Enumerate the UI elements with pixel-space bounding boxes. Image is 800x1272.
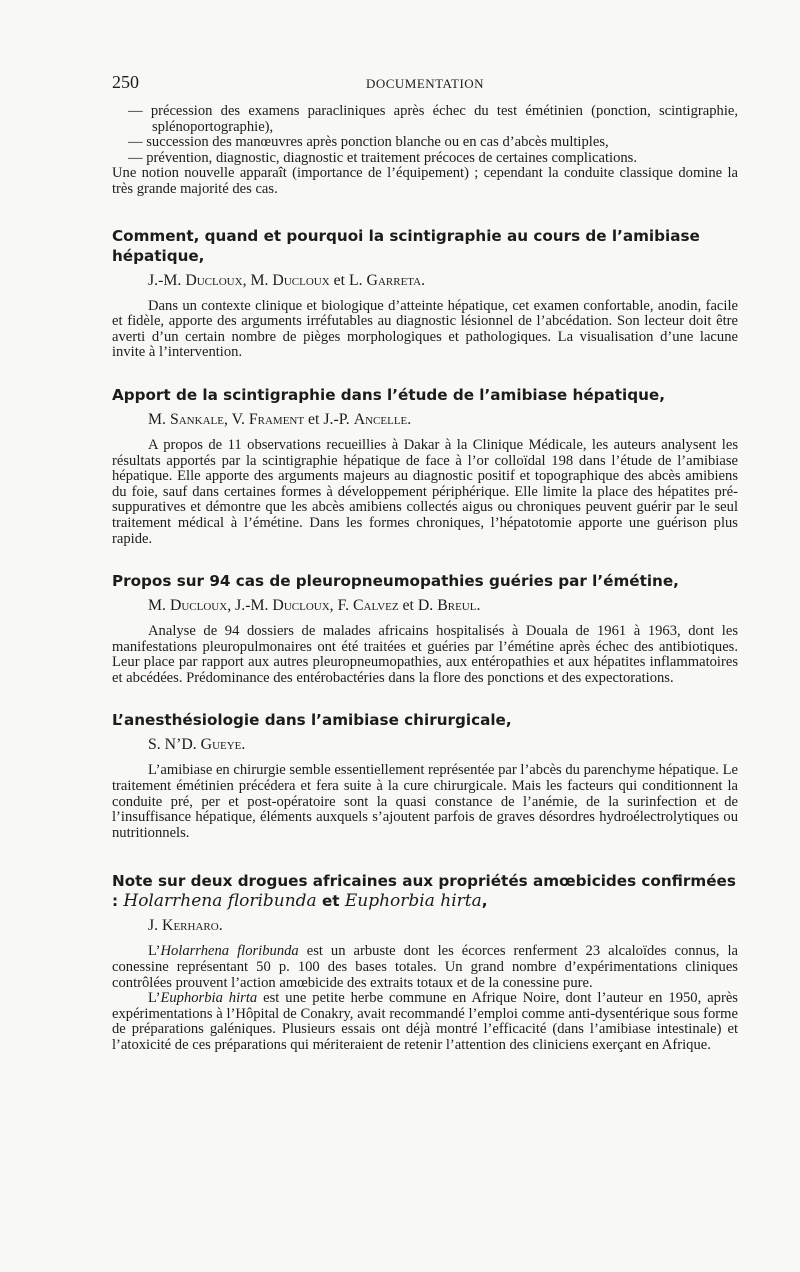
author-separator: . xyxy=(421,271,426,289)
author-surname: Calvez xyxy=(353,597,399,615)
intro-closing-paragraph: Une notion nouvelle apparaît (importance de l’équipement) ; cependant la conduite classique domine la très grande majorité des cas. xyxy=(112,165,738,197)
author-surname: Kerharo xyxy=(162,917,219,935)
section-title: Comment, quand et pourquoi la scintigraphie au cours de l’amibiase hépatique, xyxy=(112,226,700,265)
author-initials: L. xyxy=(348,271,367,289)
author-initials: J.-M. xyxy=(235,597,273,615)
author-line xyxy=(148,736,738,754)
section-title: Propos sur 94 cas de pleuropneumopathies guéries par l’émétine, xyxy=(112,572,679,591)
author-separator: . xyxy=(218,917,223,935)
author-initials: J.-M. xyxy=(148,271,186,289)
intro-bullet: — précession des examens paracliniques après échec du test émétinien (ponction, scintigraphie, splénoportographie), xyxy=(128,103,738,135)
author-separator: et xyxy=(329,271,349,289)
author-initials: M. xyxy=(250,271,273,289)
section-title-text: Note sur deux drogues africaines aux propriétés amœbicides confirmées : xyxy=(112,872,736,911)
abstract-section xyxy=(112,710,738,841)
author-initials: J. xyxy=(148,917,163,935)
species-name: Holarrhena floribunda xyxy=(123,891,317,912)
author-surname: Frament xyxy=(248,410,305,428)
author-separator: , xyxy=(242,271,251,289)
author-line xyxy=(148,597,738,615)
author-line xyxy=(148,272,738,290)
intro-bullet: — succession des manœuvres après ponction blanche ou en cas d’abcès multiples, xyxy=(128,134,609,151)
page-header xyxy=(112,72,738,94)
abstract-section xyxy=(112,226,738,361)
species-name: Euphorbia hirta xyxy=(344,891,482,912)
author-initials: V. xyxy=(231,410,249,428)
author-separator: et xyxy=(398,597,418,615)
author-line xyxy=(148,917,738,935)
author-initials: J.-P. xyxy=(323,410,354,428)
species-name: Holarrhena floribunda xyxy=(160,943,299,960)
abstract-paragraph: L’amibiase en chirurgie semble essentiellement représentée par l’abcès du parenchyme hépatique. Le traitement émétinien précédera et fera suite à la cure chirurgicale. Mais les facteurs qui conditionnent la conduite pré, per et post-opératoire sont la quasi constance de l’anémie, de la surinfection et de l’insuffisance hépatique, éléments auxquels s’ajoutent parfois de graves désordres hydroélectrolytiques ou nutritionnels. xyxy=(112,762,738,841)
abstract-section xyxy=(112,571,738,686)
abstract-paragraph: Analyse de 94 dossiers de malades africains hospitalisés à Douala de 1961 à 1963, dont les manifestations pleuropulmonaires ont été traitées et guéries par l’émétine après échec des antibiotiques. Leur place par rapport aux autres pleuropneumopathies, aux entéropathies et aux hépatites inflammatoires et abcédées. Prédominance des entérobactéries dans la flore des ponctions et des expectorations. xyxy=(112,623,738,686)
author-surname: Gueye xyxy=(200,736,242,754)
paragraph-text: est un arbuste dont les écorces renferment 23 alcaloïdes connus, la conessine représentant 50 p. 100 des bases totales. Un grand nombre d’expérimentations cliniques contrôlées prouvent l’action amœbicide des extraits totaux et de la conessine pure. xyxy=(112,943,738,991)
author-separator: . xyxy=(407,410,412,428)
running-title: DOCUMENTATION xyxy=(365,76,485,91)
author-surname: Ducloux xyxy=(272,597,330,615)
author-surname: Sankale xyxy=(169,410,224,428)
author-surname: Ducloux xyxy=(272,271,330,289)
author-surname: Breul xyxy=(437,597,477,615)
section-title: Apport de la scintigraphie dans l’étude de l’amibiase hépatique, xyxy=(112,385,665,404)
author-surname: Ducloux xyxy=(169,597,228,615)
abstract-paragraph xyxy=(112,991,738,1053)
title-conjunction: et xyxy=(316,892,345,911)
author-initials: F. xyxy=(337,597,353,615)
author-separator: , xyxy=(329,597,338,615)
paragraph-text: est une petite herbe commune en Afrique Noire, dont l’auteur en 1950, après expérimentations à l’Hôpital de Conakry, avait recommandé l’emploi comme anti-dysentérique sous forme de préparations galéniques. Plusieurs essais ont déjà montré l’efficacité (dans l’amibiase intestinale) et l’atoxicité de ces préparations qui mériteraient de retenir l’attention des cliniciens exerçant en Afrique. xyxy=(112,990,738,1053)
author-separator: . xyxy=(241,736,246,754)
abstract-paragraph: A propos de 11 observations recueillies à Dakar à la Clinique Médicale, les auteurs analysent les résultats apportés par la scintigraphie hépatique de face à l’or colloïdal 198 dans l’étude de l’amibiase hépatique. Elle apporte des arguments majeurs au diagnostic positif et topographique des abcès amibiens du foie, sauf dans certaines formes à développement périphérique. Elle limite la place des hépatites pré-suppuratives et démontre que les abcès amibiens collectés aigus ou chroniques peuvent guérir par le seul traitement médical à l’émétine. Dans les formes chroniques, l’hépatotomie apporte une guérison plus rapide. xyxy=(112,436,738,547)
abstract-paragraph: Dans un contexte clinique et biologique d’atteinte hépatique, cet examen confortable, anodin, facile et fidèle, apporte des arguments irréfutables au diagnostic lésionnel de l’abcédation. Son lecteur doit être averti d’un certain nombre de pièges morphologiques et pathologiques. La visualisation d’une lacune invite à l’intervention. xyxy=(112,297,738,361)
intro-bullet-list xyxy=(112,104,738,166)
author-surname: Ducloux xyxy=(185,271,243,289)
page-body xyxy=(112,104,738,1054)
author-surname: Garreta xyxy=(366,271,422,289)
author-separator: , xyxy=(227,597,236,615)
author-separator: , xyxy=(223,410,232,428)
section-title: L’anesthésiologie dans l’amibiase chirurgicale, xyxy=(112,711,512,730)
page-number: 250 xyxy=(112,72,139,92)
title-end-punctuation: , xyxy=(481,892,488,911)
author-line xyxy=(148,411,738,429)
paragraph-lead: L’ xyxy=(148,990,161,1007)
author-initials: M. xyxy=(148,597,170,615)
abstract-section xyxy=(112,871,738,1053)
abstract-paragraph xyxy=(112,944,738,991)
species-name: Euphorbia hirta xyxy=(160,990,258,1007)
section-title xyxy=(112,871,738,911)
author-separator: et xyxy=(304,410,324,428)
abstract-section xyxy=(112,385,738,547)
author-initials: S. N’D. xyxy=(148,736,201,754)
author-surname: Ancelle xyxy=(353,410,408,428)
author-initials: M. xyxy=(148,410,170,428)
author-separator: . xyxy=(476,597,481,615)
author-initials: D. xyxy=(417,597,438,615)
paragraph-lead: L’ xyxy=(148,943,161,960)
intro-bullet: — prévention, diagnostic, diagnostic et traitement précoces de certaines complications. xyxy=(128,149,637,166)
